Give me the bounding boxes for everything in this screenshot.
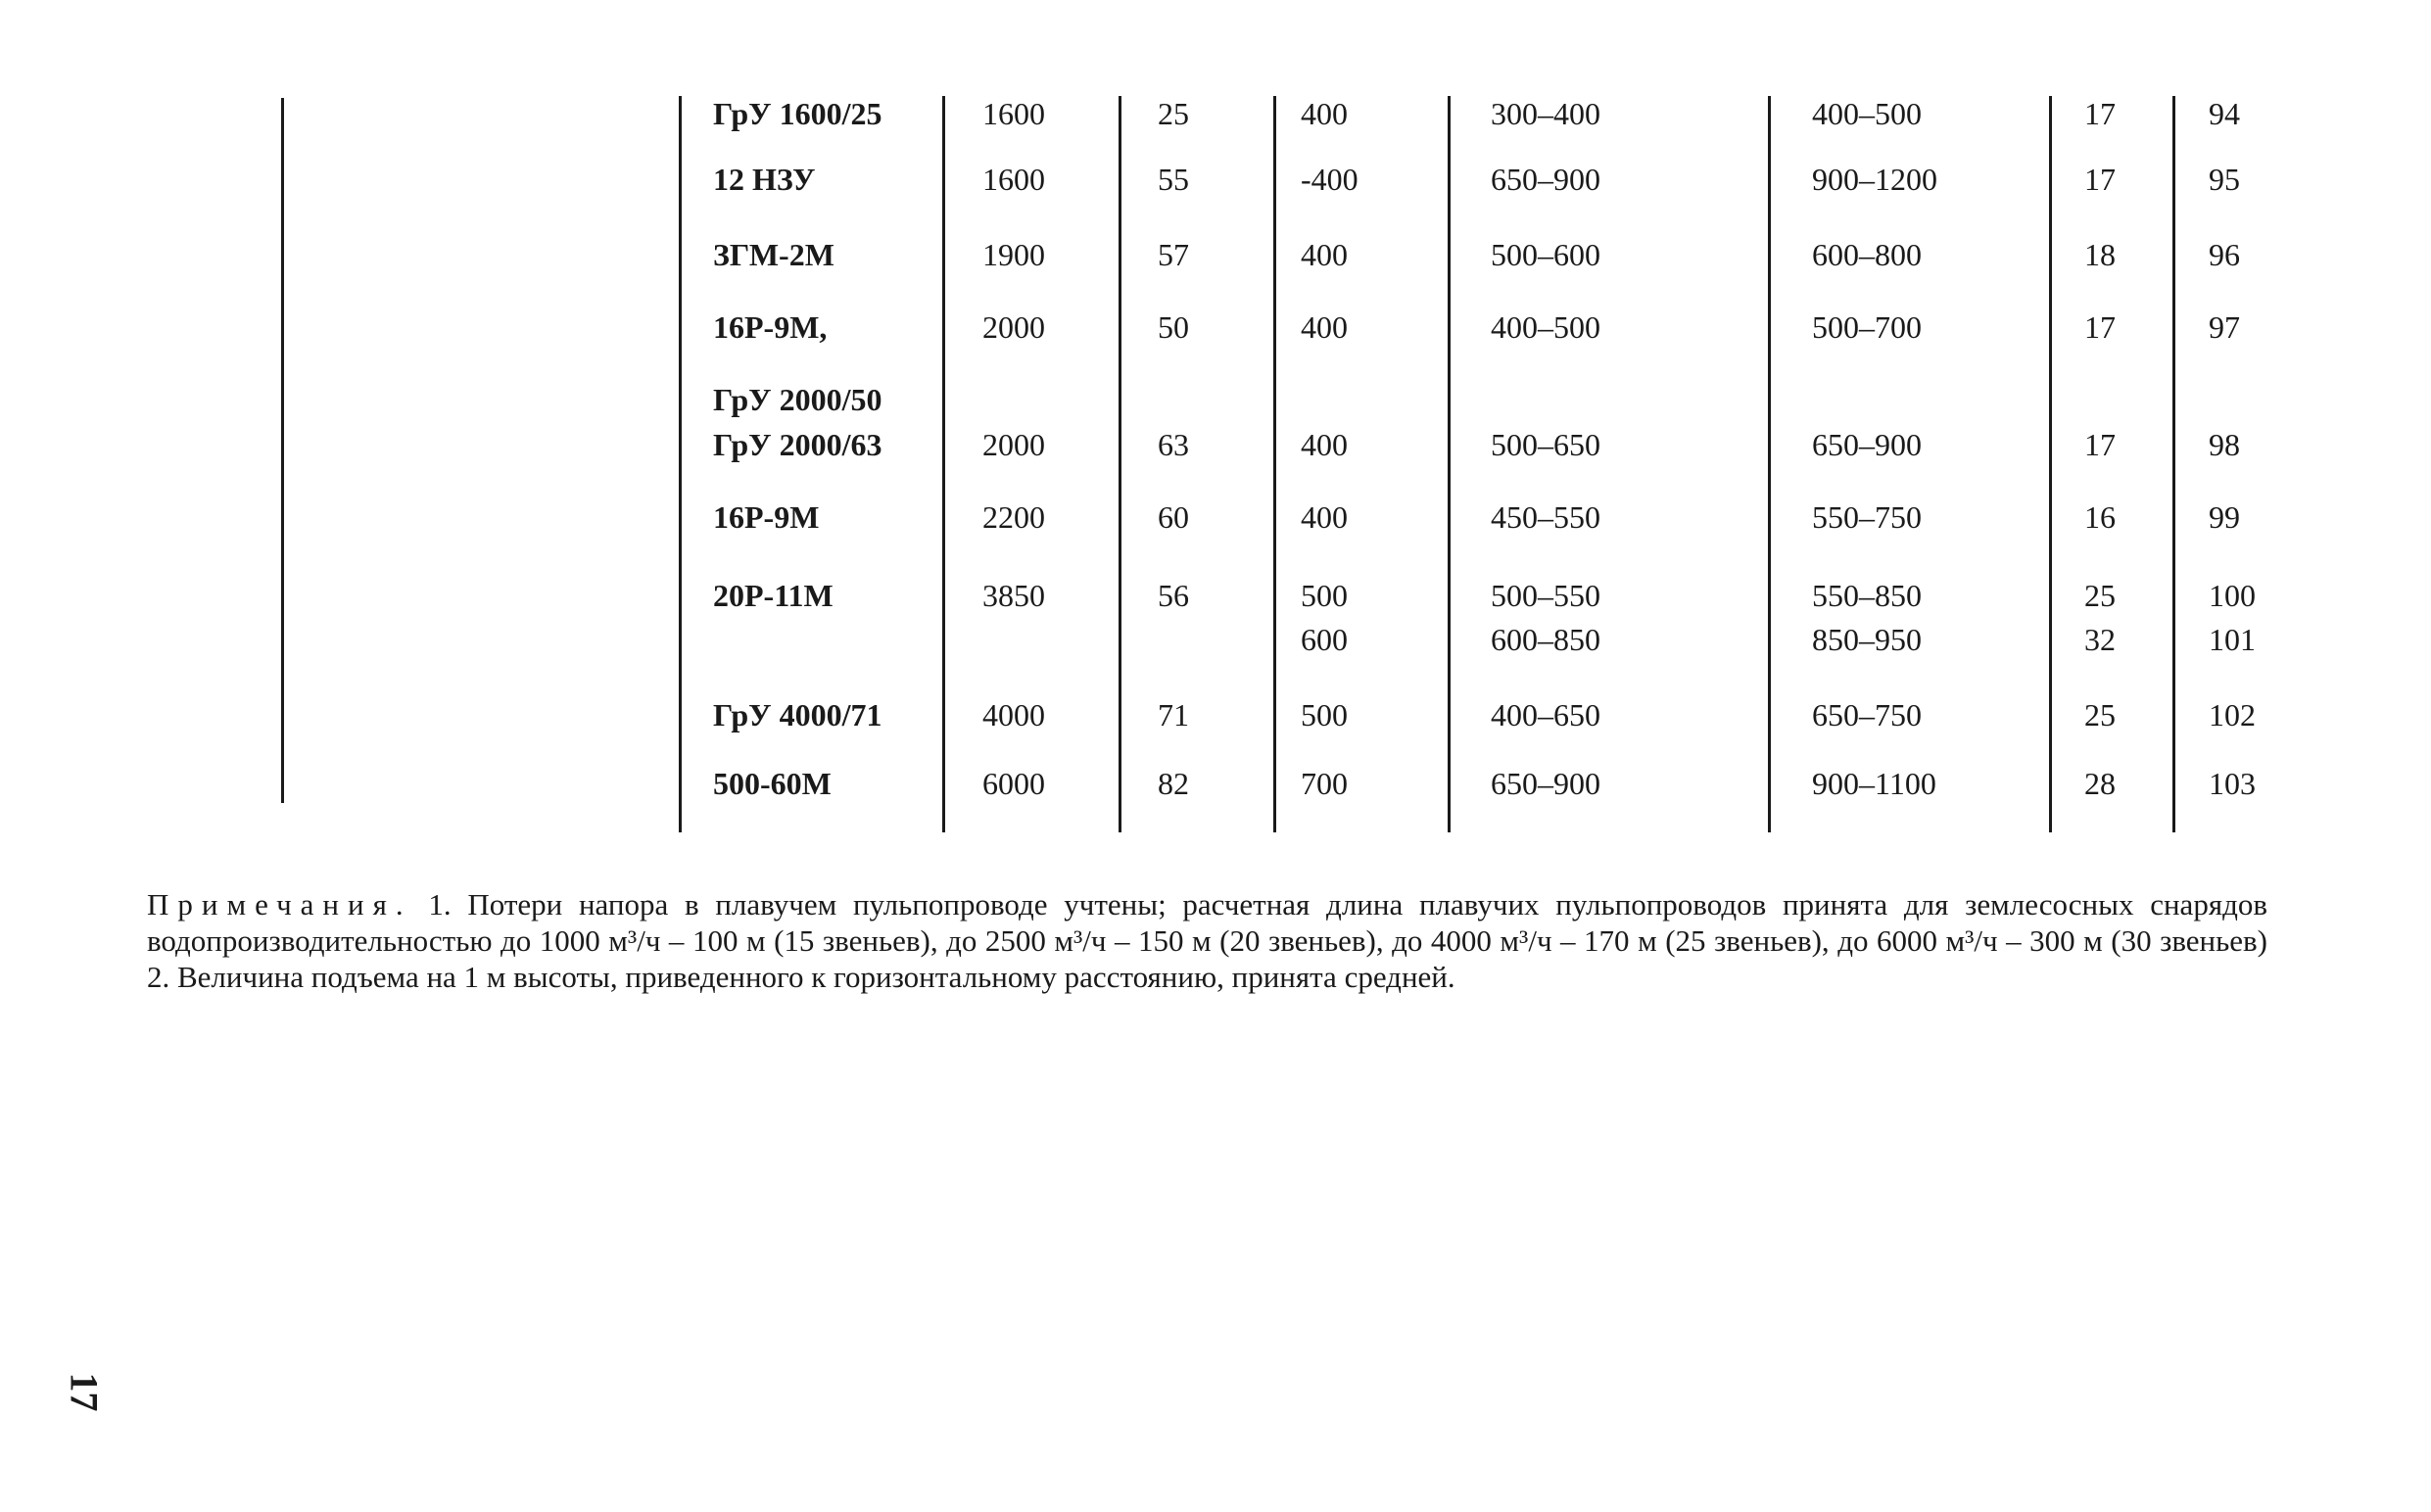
table-cell-count: 16 — [2084, 499, 2116, 535]
table-cell-range-a: 650–900 — [1491, 766, 1600, 801]
table-cell-name: ЗГМ-2М — [713, 237, 834, 272]
table-cell-name: ГрУ 4000/71 — [713, 697, 882, 732]
table-cell-count: 17 — [2084, 309, 2116, 345]
table-cell-count: 32 — [2084, 622, 2116, 657]
table-cell-capacity: 2000 — [982, 309, 1045, 345]
table-cell-range-b: 900–1100 — [1812, 766, 1936, 801]
table-cell-name: 16Р-9М, — [713, 309, 828, 345]
table-cell-count: 28 — [2084, 766, 2116, 801]
table-cell-diameter: 700 — [1301, 766, 1348, 801]
table-cell-number: 102 — [2209, 697, 2256, 732]
table-cell-number: 96 — [2209, 237, 2240, 272]
table-cell-head: 71 — [1158, 697, 1189, 732]
table-cell-diameter: 400 — [1301, 427, 1348, 462]
table-cell-capacity: 6000 — [982, 766, 1045, 801]
table-cell-range-b: 600–800 — [1812, 237, 1922, 272]
table-column-rule — [1119, 96, 1121, 832]
table-cell-name: ГрУ 2000/63 — [713, 427, 882, 462]
table-cell-number: 95 — [2209, 162, 2240, 197]
table-cell-number: 99 — [2209, 499, 2240, 535]
left-margin-rule — [281, 98, 284, 803]
table-cell-range-a: 450–550 — [1491, 499, 1600, 535]
table-cell-number: 94 — [2209, 96, 2240, 131]
table-column-rule — [2049, 96, 2052, 832]
table-cell-head: 82 — [1158, 766, 1189, 801]
table-cell-head: 63 — [1158, 427, 1189, 462]
table-cell-count: 17 — [2084, 427, 2116, 462]
table-cell-diameter: 500 — [1301, 578, 1348, 613]
page-number: 17 — [62, 1372, 107, 1412]
table-cell-range-a: 400–650 — [1491, 697, 1600, 732]
table-cell-count: 18 — [2084, 237, 2116, 272]
table-cell-range-a: 500–550 — [1491, 578, 1600, 613]
table-cell-capacity: 1900 — [982, 237, 1045, 272]
table-cell-diameter: 400 — [1301, 499, 1348, 535]
table-cell-capacity: 2200 — [982, 499, 1045, 535]
table-cell-capacity: 1600 — [982, 162, 1045, 197]
table-cell-range-a: 500–650 — [1491, 427, 1600, 462]
table-cell-number: 100 — [2209, 578, 2256, 613]
table-cell-head: 50 — [1158, 309, 1189, 345]
table-cell-range-b: 550–750 — [1812, 499, 1922, 535]
table-cell-range-b: 650–750 — [1812, 697, 1922, 732]
notes-heading: Примечания. — [147, 887, 412, 921]
table-cell-capacity: 4000 — [982, 697, 1045, 732]
table-cell-range-b: 500–700 — [1812, 309, 1922, 345]
table-notes — [147, 886, 2267, 995]
table-cell-range-b: 850–950 — [1812, 622, 1922, 657]
table-cell-name: 12 НЗУ — [713, 162, 816, 197]
table-cell-diameter: 400 — [1301, 96, 1348, 131]
table-cell-range-b: 550–850 — [1812, 578, 1922, 613]
table-cell-range-a: 400–500 — [1491, 309, 1600, 345]
table-cell-number: 101 — [2209, 622, 2256, 657]
table-cell-count: 25 — [2084, 697, 2116, 732]
table-cell-diameter: 600 — [1301, 622, 1348, 657]
table-cell-range-b: 650–900 — [1812, 427, 1922, 462]
table-cell-number: 98 — [2209, 427, 2240, 462]
table-cell-diameter: 500 — [1301, 697, 1348, 732]
table-cell-diameter: 400 — [1301, 309, 1348, 345]
table-cell-head: 56 — [1158, 578, 1189, 613]
table-cell-range-a: 500–600 — [1491, 237, 1600, 272]
table-cell-name: ГрУ 1600/25 — [713, 96, 882, 131]
table-cell-capacity: 1600 — [982, 96, 1045, 131]
table-column-rule — [679, 96, 682, 832]
table-column-rule — [1448, 96, 1451, 832]
table-cell-name: 500-60М — [713, 766, 832, 801]
table-cell-head: 57 — [1158, 237, 1189, 272]
table-cell-head: 55 — [1158, 162, 1189, 197]
table-cell-range-a: 600–850 — [1491, 622, 1600, 657]
table-cell-name: 20Р-11М — [713, 578, 834, 613]
table-cell-count: 25 — [2084, 578, 2116, 613]
table-cell-count: 17 — [2084, 96, 2116, 131]
table-cell-number: 97 — [2209, 309, 2240, 345]
table-column-rule — [1768, 96, 1771, 832]
table-column-rule — [1273, 96, 1276, 832]
table-cell-range-a: 300–400 — [1491, 96, 1600, 131]
table-cell-count: 17 — [2084, 162, 2116, 197]
table-cell-head: 60 — [1158, 499, 1189, 535]
table-cell-diameter: 400 — [1301, 237, 1348, 272]
table-cell-range-b: 400–500 — [1812, 96, 1922, 131]
table-cell-capacity: 3850 — [982, 578, 1045, 613]
notes-text: 1. Потери напора в плавучем пульпопроводе учтены; расчетная длина плавучих пульпопроводов принята для землесосных снарядов водопроизводительностью до 1000 м³/ч – 100 м (15 звеньев), до 2500 м³/ч – 150 м (20 звеньев), до 4000 м³/ч – 170 м (25 звеньев), до 6000 м³/ч – 300 м (30 звеньев) 2. Величина подъема на 1 м высоты, приведенного к горизонтальному расстоянию, принята средней. — [147, 887, 2267, 994]
table-cell-capacity: 2000 — [982, 427, 1045, 462]
table-cell-range-a: 650–900 — [1491, 162, 1600, 197]
table-cell-range-b: 900–1200 — [1812, 162, 1937, 197]
table-column-rule — [2172, 96, 2175, 832]
table-column-rule — [942, 96, 945, 832]
table-cell-name: 16Р-9М — [713, 499, 820, 535]
table-cell-name: ГрУ 2000/50 — [713, 382, 882, 417]
table-cell-diameter: -400 — [1301, 162, 1358, 197]
table-cell-number: 103 — [2209, 766, 2256, 801]
table-cell-head: 25 — [1158, 96, 1189, 131]
